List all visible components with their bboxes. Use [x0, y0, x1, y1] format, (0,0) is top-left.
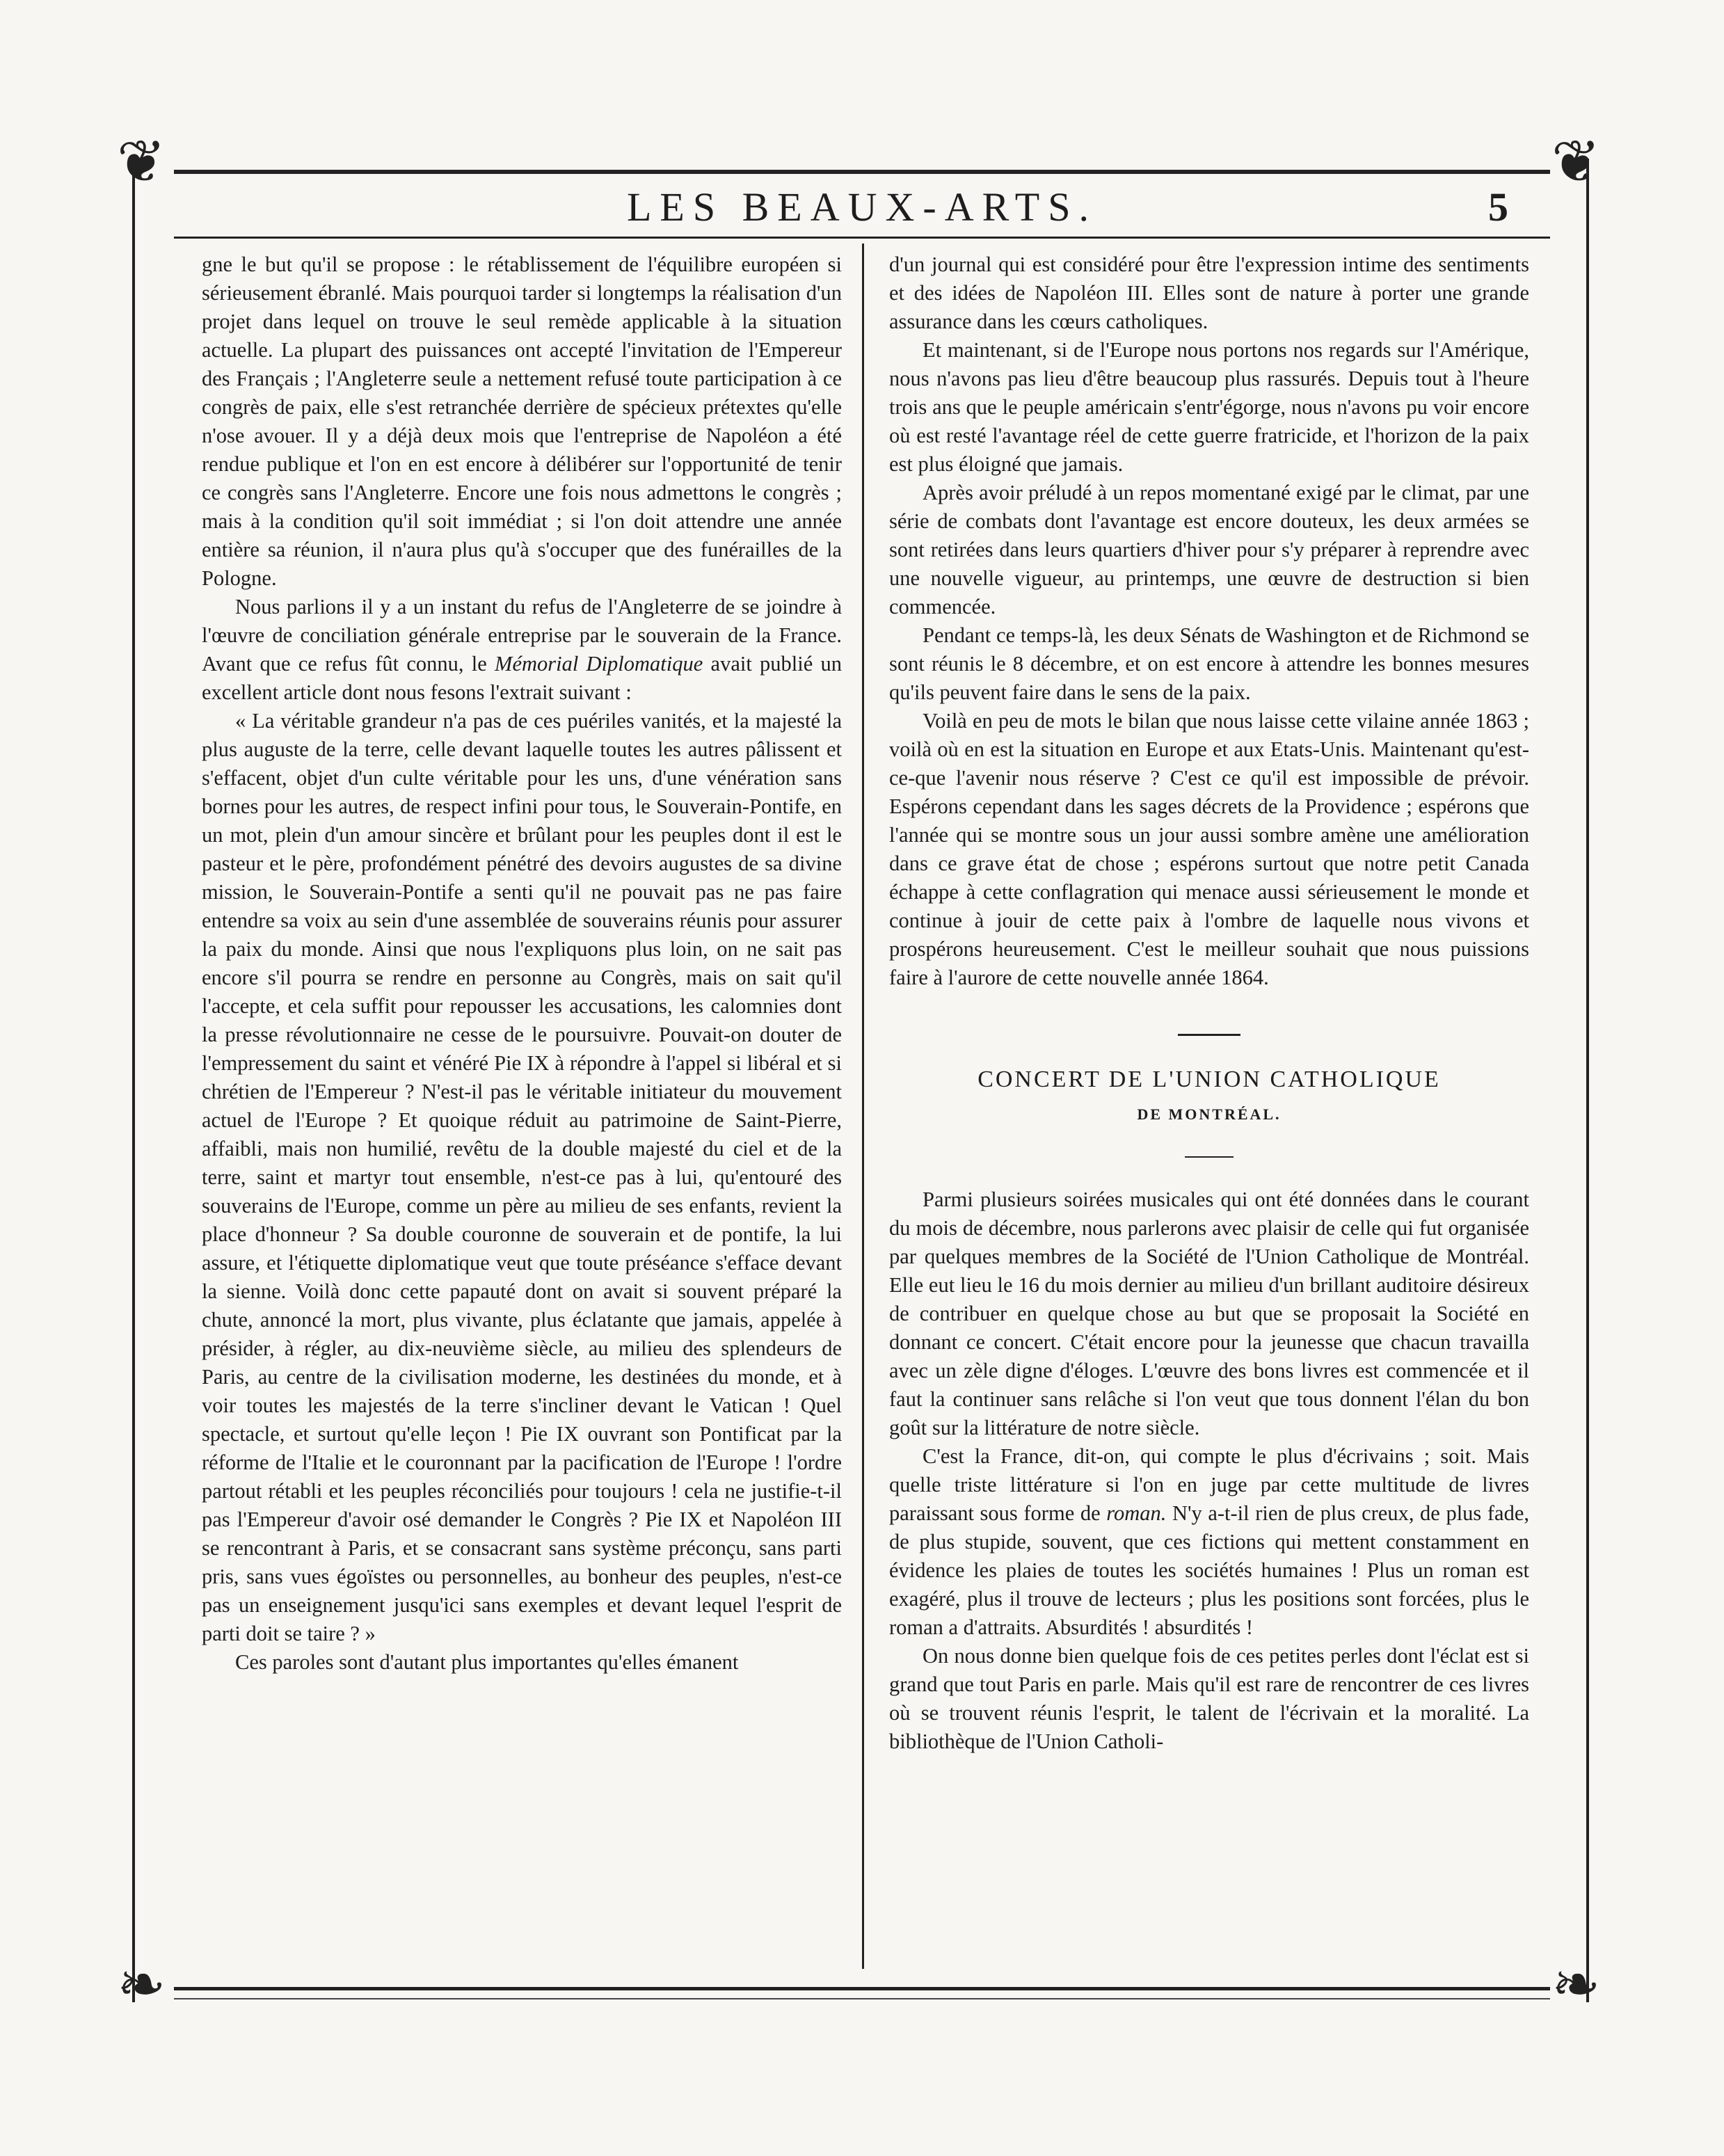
paragraph: Parmi plusieurs soirées musicales qui ont été données dans le courant du mois de décembre, nous parlerons avec plaisir de celle qui fut organisée par quelques membres de la Société de l'Union Catholique de Montréal. Elle eut lieu le 16 du mois dernier au milieu d'un brillant auditoire désireux de contribuer en quelque chose au but que se proposait la Société en donnant ce concert. C'était encore pour la jeunesse que chacun travailla avec un zèle digne d'éloges. L'œuvre des bons livres est commencée et il faut la continuer sans relâche si l'on veut que tous donnent l'élan du bon goût sur la littérature de notre siècle.	[889, 1188, 1529, 1439]
bottom-rule	[174, 1987, 1550, 1990]
quotation-paragraph: « La véritable grandeur n'a pas de ces puériles vanités, et la majesté la plus auguste de la terre, celle devant laquelle toutes les autres pâlissent et s'effacent, objet d'un culte véritable pour les uns, d'une vénération sans bornes pour les autres, de respect infini pour tous, le Souverain-Pontife, en un mot, plein d'un amour sincère et brûlant pour les peuples dont il est le pasteur et le père, profondément pénétré des devoirs augustes de sa divine mission, le Souverain-Pontife a senti qu'il ne pouvait pas ne pas faire entendre sa voix au sein d'une assemblée de souverains réunis pour assurer la paix du monde. Ainsi que nous l'expliquons plus loin, on ne sait pas encore s'il pourra se rendre en personne au Congrès, mais on sait qu'il l'accepte, et cela suffit pour repousser les accusations, les calomnies dont la presse révolutionnaire ne cesse de le poursuivre. Pouvait-on douter de l'empressement du saint et vénéré Pie IX à répondre à l'appel si libéral et si chrétien de l'Empereur ? N'est-il pas le véritable initiateur du mouvement actuel de l'Europe ? Et quoique réduit au patrimoine de Saint-Pierre, affaibli, mais non humilié, revêtu de la double majesté du ciel et de la terre, saint et martyr tout ensemble, n'est-ce pas à lui, qu'entouré des souverains de l'Europe, comme un père au milieu de ses enfants, revient la place d'honneur ? Sa double couronne de souverain et de pontife, la lui assure, et l'étiquette diplomatique veut que toute préséance s'efface devant la sienne. Voilà donc cette papauté dont on avait si souvent préparé la chute, annoncé la mort, plus vivante, plus éclatante que jamais, appelée à présider, à régler, au dix-neuvième siècle, au milieu des splendeurs de Paris, au centre de la civilisation moderne, les destinées du monde, et à voir toutes les majestés de la terre s'incliner devant le Vatican ! Quel spectacle, et surtout qu'elle leçon ! Pie IX ouvrant son Pontificat par la réforme de l'Italie et le couronnant par la pacification de l'Europe ! l'ordre partout rétabli et les peuples réconciliés pour toujours ! cela ne justifie-t-il pas l'Empereur d'avoir osé demander le Congrès ? Pie IX et Napoléon III se rencontrant à Paris, et se consacrant sans système préconçu, sans parti pris, sans vues égoïstes ou personnelles, au bonheur des peuples, n'est-ce pas un enseignement jusqu'ici sans exemples et devant lequel l'esprit de parti doit se taire ? »	[202, 709, 842, 1645]
running-header	[181, 182, 1543, 232]
paragraph: On nous donne bien quelque fois de ces petites perles dont l'éclat est si grand que tout Paris en parle. Mais qu'il est rare de rencontrer de ces livres où se trouvent réunis l'esprit, le talent de l'écrivain et la moralité. La bibliothèque de l'Union Catholi-	[889, 1644, 1529, 1753]
corner-ornament-top-left-icon: ❦	[117, 127, 166, 195]
left-column	[202, 250, 842, 1677]
publication-name: Mémorial Diplomatique	[495, 652, 703, 676]
corner-ornament-bottom-left-icon: ❧	[117, 1950, 166, 2018]
section-separator	[1178, 1034, 1240, 1036]
right-column	[889, 250, 1529, 1756]
corner-ornament-bottom-right-icon: ❧	[1551, 1950, 1601, 2018]
text-span: N'y a-t-il rien de plus creux, de plus fade, de plus stupide, souvent, que ces fictions qui mettent constamment en évidence les plaies de toutes les sociétés humaines ! Plus un roman est exagéré, plus il trouve de lecteurs ; plus les positions sont forcées, plus le roman a d'attraits. Absurdités ! absurdités !	[889, 1501, 1530, 1639]
text-span: Nous parlions il y a un instant du refus de l'Angleterre de se joindre à l'œuvre de conciliation générale entreprise par le souverain de la France. Avant que ce refus fût connu, le	[202, 595, 842, 676]
publication-title: LES BEAUX-ARTS.	[627, 184, 1097, 230]
paragraph: Ces paroles sont d'autant plus importantes qu'elles émanent	[235, 1650, 739, 1674]
column-divider	[862, 243, 864, 1969]
section-separator-small	[1185, 1156, 1234, 1158]
text-span: C'est la France, dit-on, qui compte le plus d'écrivains ; soit. Mais quelle triste littérature si l'on en juge par cette multitude de livres paraissant sous forme de	[889, 1444, 1529, 1525]
paragraph: Pendant ce temps-là, les deux Sénats de Washington et de Richmond se sont réunis le 8 décembre, et on est encore à attendre les bonnes mesures qu'ils peuvent faire dans le sens de la paix.	[889, 623, 1529, 704]
paragraph: Après avoir préludé à un repos momentané exigé par le climat, par une série de combats dont l'avantage est encore douteux, les deux armées se sont retirées dans leurs quartiers d'hiver pour s'y préparer à reprendre avec une nouvelle vigueur, au printemps, une œuvre de destruction si bien commencée.	[889, 481, 1529, 618]
page-number: 5	[1488, 184, 1508, 230]
text-span: avait publié un excellent article dont nous fesons l'extrait suivant :	[202, 652, 842, 704]
header-underline	[174, 237, 1550, 239]
paragraph: Et maintenant, si de l'Europe nous portons nos regards sur l'Amérique, nous n'avons pas lieu d'être beaucoup plus rassurés. Depuis tout à l'heure trois ans que le peuple américain s'entr'égorge, nous n'avons pu voir encore où est resté l'avantage réel de cette guerre fratricide, et l'horizon de la paix est plus éloigné que jamais.	[889, 338, 1529, 476]
bottom-rule-thin	[174, 1998, 1550, 1999]
section-title: CONCERT DE L'UNION CATHOLIQUE	[977, 1067, 1441, 1092]
paragraph	[889, 1442, 1529, 1642]
section-subtitle: DE MONTRÉAL.	[1137, 1105, 1282, 1123]
paragraph: Voilà en peu de mots le bilan que nous laisse cette vilaine année 1863 ; voilà où en est la situation en Europe et aux Etats-Unis. Maintenant qu'est-ce-que l'avenir nous réserve ? C'est ce qu'il est impossible de prévoir. Espérons cependant dans les sages décrets de la Providence ; espérons que l'année qui se montre sous un jour aussi sombre amène une amélioration dans ce grave état de chose ; espérons surtout que notre petit Canada échappe à cette conflagration qui menace aussi sérieusement le monde et continue à jouir de cette paix à l'ombre de laquelle nous vivons et prospérons heureusement. C'est le meilleur souhait que nous puissions faire à l'aurore de cette nouvelle année 1864.	[889, 709, 1529, 989]
paragraph	[202, 593, 842, 707]
corner-ornament-top-right-icon: ❦	[1551, 127, 1601, 195]
emphasis-word: roman.	[1106, 1501, 1167, 1525]
paragraph: gne le but qu'il se propose : le rétablissement de l'équilibre européen si sérieusement ébranlé. Mais pourquoi tarder si longtemps la réalisation d'un projet dans lequel on trouve le seul remède applicable à la situation actuelle. La plupart des puissances ont accepté l'invitation de l'Empereur des Français ; l'Angleterre seule a nettement refusé toute participation à ce congrès de paix, elle s'est retranchée derrière de spécieux prétextes qu'elle n'ose avouer. Il y a déjà deux mois que l'entreprise de Napoléon a été rendue publique et l'on en est encore à délibérer sur l'opportunité de tenir ce congrès sans l'Angleterre. Encore une fois nous admettons le congrès ; mais à la condition qu'il soit immédiat ; si l'on doit attendre une année entière sa réunion, il n'aura plus qu'à s'occuper que des funérailles de la Pologne.	[202, 253, 842, 590]
top-rule	[174, 170, 1550, 174]
paragraph: d'un journal qui est considéré pour être l'expression intime des sentiments et des idées de Napoléon III. Elles sont de nature à porter une grande assurance dans les cœurs catholiques.	[889, 253, 1529, 333]
